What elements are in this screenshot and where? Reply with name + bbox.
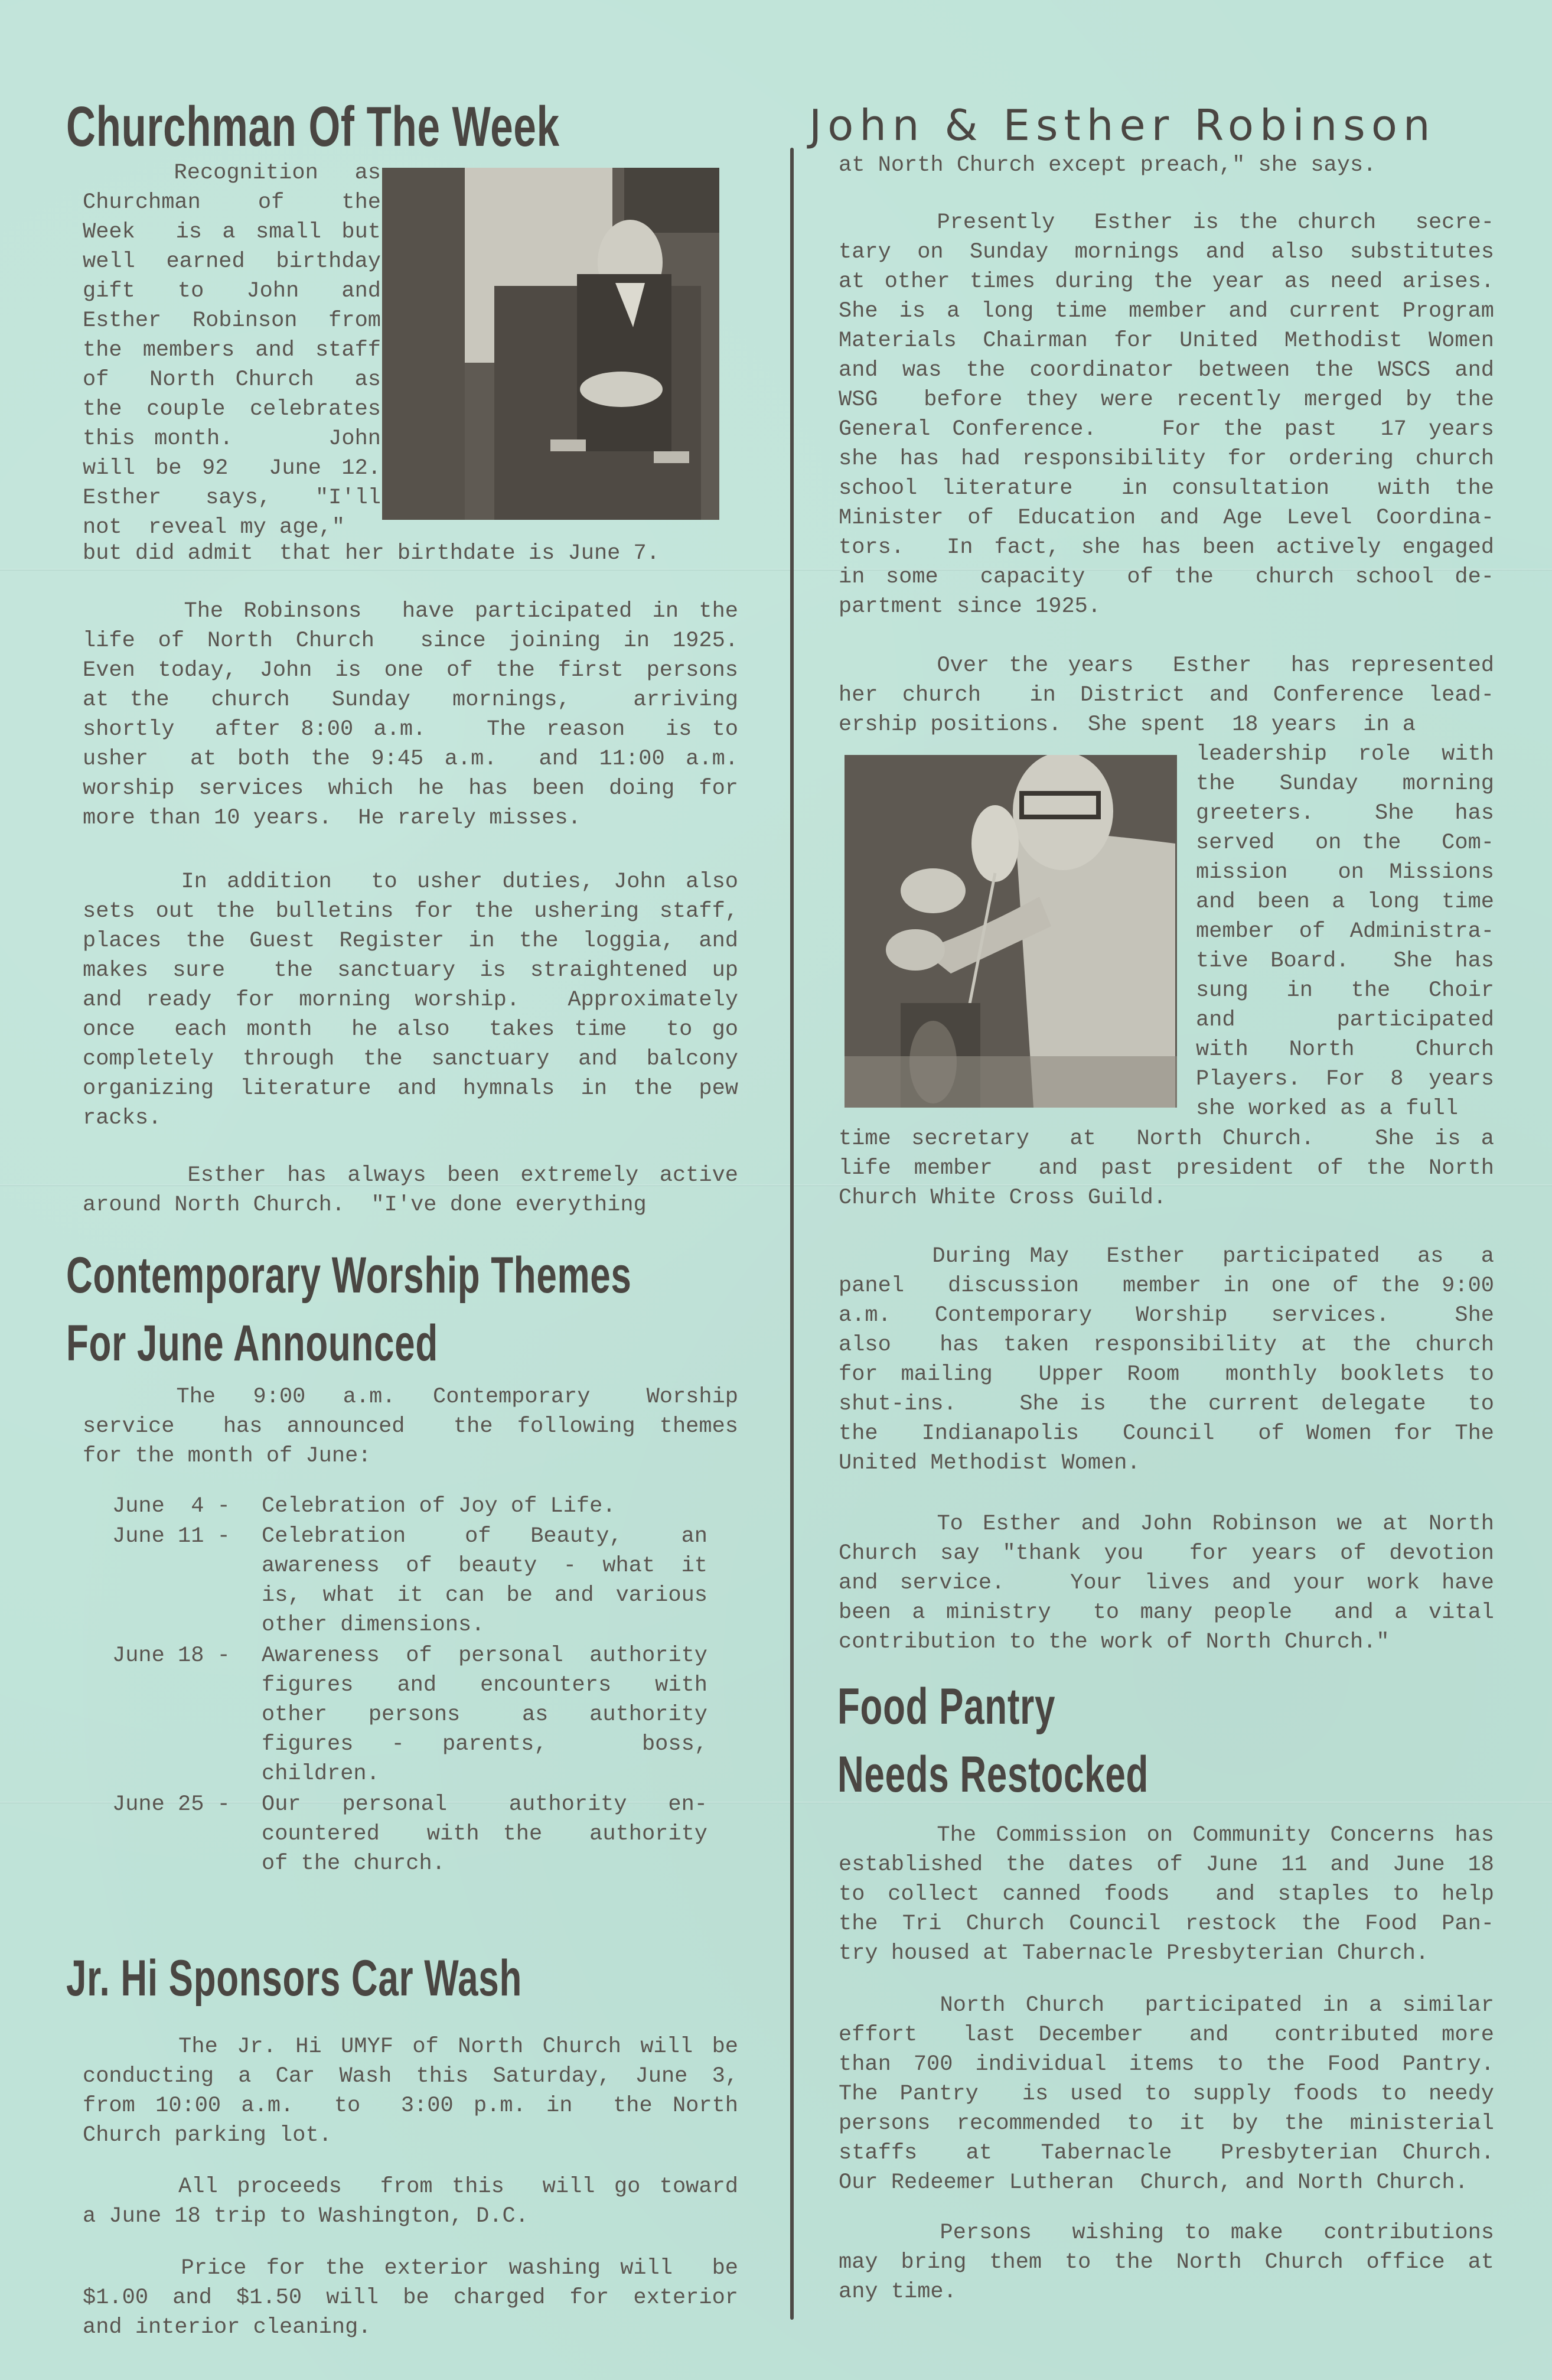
text-line: any time. — [839, 2280, 957, 2304]
text-line: panel discussion member in one of the 9:00 — [839, 1274, 1494, 1298]
text-line: she worked as a full — [1196, 1096, 1459, 1121]
text-line: the Indianapolis Council of Women for The — [839, 1421, 1494, 1446]
text-line: time secretary at North Church. She is a — [839, 1126, 1494, 1151]
text-line: try housed at Tabernacle Presbyterian Church. — [839, 1941, 1429, 1966]
text-line: once each month he also takes time to go — [83, 1017, 738, 1042]
column-divider — [790, 148, 794, 2320]
text-line: at the church Sunday mornings, arriving — [83, 688, 738, 712]
text-line: racks. — [83, 1106, 162, 1131]
photo-john-robinson — [382, 168, 719, 520]
text-line: for mailing Upper Room monthly booklets to — [839, 1362, 1494, 1387]
text-line: this month. John — [83, 426, 381, 451]
text-line: Minister of Education and Age Level Coordina- — [839, 506, 1494, 530]
theme-description-line: figures - parents, boss, — [262, 1731, 707, 1757]
text-line: and interior cleaning. — [83, 2315, 371, 2340]
text-line: from 10:00 a.m. to 3:00 p.m. in the North — [83, 2094, 738, 2118]
text-line: the couple celebrates — [83, 397, 381, 422]
text-line: She is a long time member and current Program — [839, 299, 1494, 324]
text-line: WSG before they were recently merged by the — [839, 388, 1494, 412]
text-line: shortly after 8:00 a.m. The reason is to — [83, 717, 738, 742]
text-line: usher at both the 9:45 a.m. and 11:00 a.m. — [83, 747, 738, 771]
text-line: tors. In fact, she has been actively engaged — [839, 535, 1494, 560]
theme-description-line: Celebration of Joy of Life. — [262, 1494, 616, 1519]
theme-date: June 18 - — [112, 1643, 230, 1668]
text-line: greeters. She has — [1196, 801, 1494, 826]
headline-worship-line-2: For June Announced — [66, 1315, 438, 1372]
text-line: and service. Your lives and your work have — [839, 1571, 1494, 1596]
text-line: in some capacity of the church school de- — [839, 565, 1494, 590]
text-line: Week is a small but — [83, 220, 381, 245]
text-line: tary on Sunday mornings and also substitutes — [839, 240, 1494, 265]
text-line: Esther Robinson from — [83, 308, 381, 333]
text-line: established the dates of June 11 and June 18 — [839, 1852, 1494, 1877]
text-line: United Methodist Women. — [839, 1451, 1140, 1476]
text-line: sets out the bulletins for the ushering staff, — [83, 899, 738, 924]
headline-churchman: Churchman Of The Week — [66, 95, 560, 158]
theme-description-line: is, what it can be and various — [262, 1583, 707, 1608]
photo-esther-robinson — [845, 755, 1177, 1108]
text-line: The 9:00 a.m. Contemporary Worship — [83, 1385, 738, 1409]
text-line: Persons wishing to make contributions — [839, 2221, 1494, 2245]
text-line: mission on Missions — [1196, 860, 1494, 885]
text-line: at other times during the year as need arises. — [839, 269, 1494, 294]
theme-date: June 4 - — [112, 1494, 230, 1519]
headline-food-pantry-line-2: Needs Restocked — [837, 1746, 1149, 1803]
text-line: shut-ins. She is the current delegate to — [839, 1392, 1494, 1417]
text-line: not reveal my age," — [83, 515, 345, 540]
text-line: sung in the Choir — [1196, 978, 1494, 1003]
text-line: organizing literature and hymnals in the pew — [83, 1076, 738, 1101]
headline-worship-line-1: Contemporary Worship Themes — [66, 1247, 632, 1304]
text-line: Churchman of the — [83, 190, 381, 215]
text-line: Our Redeemer Lutheran Church, and North Church. — [839, 2170, 1468, 2195]
text-line: Materials Chairman for United Methodist Women — [839, 328, 1494, 353]
text-line: with North Church — [1196, 1037, 1494, 1062]
headline-john-esther: John & Esther Robinson — [809, 100, 1436, 150]
text-line: The Robinsons have participated in the — [83, 599, 738, 624]
text-line: well earned birthday — [83, 249, 381, 274]
text-line: around North Church. "I've done everything — [83, 1193, 647, 1217]
headline-car-wash: Jr. Hi Sponsors Car Wash — [66, 1950, 522, 2007]
text-line: In addition to usher duties, John also — [83, 870, 738, 894]
text-line: her church in District and Conference lead- — [839, 683, 1494, 708]
text-line: she has had responsibility for ordering church — [839, 447, 1494, 471]
text-line: Church parking lot. — [83, 2123, 332, 2148]
john-robinson-photo-illustration — [382, 168, 719, 520]
text-line: and ready for morning worship. Approximately — [83, 988, 738, 1012]
text-line: will be 92 June 12. — [83, 456, 381, 481]
text-line: General Conference. For the past 17 years — [839, 417, 1494, 442]
text-line: Esther has always been extremely active — [83, 1163, 738, 1188]
text-line: also has taken responsibility at the church — [839, 1333, 1494, 1357]
text-line: but did admit that her birthdate is June 7. — [83, 541, 660, 566]
theme-description-line: other persons as authority — [262, 1702, 707, 1727]
text-line: ership positions. She spent 18 years in a — [839, 712, 1416, 737]
theme-description-line: awareness of beauty - what it — [262, 1553, 707, 1578]
theme-description-line: of the church. — [262, 1851, 445, 1876]
text-line: places the Guest Register in the loggia, and — [83, 929, 738, 953]
text-line: The Pantry is used to supply foods to needy — [839, 2082, 1494, 2106]
text-line: may bring them to the North Church office at — [839, 2250, 1494, 2275]
text-line: member of Administra- — [1196, 919, 1494, 944]
text-line: During May Esther participated as a — [839, 1244, 1494, 1269]
headline-food-pantry-line-1: Food Pantry — [837, 1678, 1056, 1735]
text-line: life of North Church since joining in 1925. — [83, 629, 738, 653]
text-line: Esther says, "I'll — [83, 486, 381, 510]
text-line: $1.00 and $1.50 will be charged for exterior — [83, 2285, 738, 2310]
esther-robinson-photo-illustration — [845, 755, 1177, 1108]
text-line: a.m. Contemporary Worship services. She — [839, 1303, 1494, 1328]
text-line: conducting a Car Wash this Saturday, June 3, — [83, 2064, 738, 2089]
text-line: Price for the exterior washing will be — [83, 2256, 738, 2281]
text-line: to collect canned foods and staples to help — [839, 1882, 1494, 1907]
text-line: life member and past president of the North — [839, 1156, 1494, 1181]
text-line: Even today, John is one of the first persons — [83, 658, 738, 683]
text-line: and participated — [1196, 1008, 1494, 1033]
text-line: completely through the sanctuary and balcony — [83, 1047, 738, 1072]
theme-description-line: Our personal authority en- — [262, 1792, 707, 1817]
text-line: and been a long time — [1196, 890, 1494, 914]
text-line: To Esther and John Robinson we at North — [839, 1512, 1494, 1536]
text-line: at North Church except preach," she says. — [839, 153, 1377, 178]
text-line: All proceeds from this will go toward — [83, 2174, 738, 2199]
text-line: a June 18 trip to Washington, D.C. — [83, 2204, 529, 2229]
text-line: Church say "thank you for years of devotion — [839, 1541, 1494, 1566]
text-line: and was the coordinator between the WSCS and — [839, 358, 1494, 383]
text-line: Church White Cross Guild. — [839, 1186, 1167, 1210]
theme-description-line: other dimensions. — [262, 1612, 485, 1637]
text-line: worship services which he has been doing for — [83, 776, 738, 801]
text-line: The Commission on Community Concerns has — [839, 1823, 1494, 1848]
text-line: contribution to the work of North Church." — [839, 1630, 1390, 1655]
text-line: of North Church as — [83, 367, 381, 392]
theme-description-line: children. — [262, 1761, 380, 1786]
text-line: than 700 individual items to the Food Pantry. — [839, 2052, 1494, 2077]
theme-description-line: Celebration of Beauty, an — [262, 1523, 707, 1549]
text-line: Presently Esther is the church secre- — [839, 210, 1494, 235]
text-line: school literature in consultation with the — [839, 476, 1494, 501]
text-line: service has announced the following themes — [83, 1414, 738, 1439]
theme-description-line: figures and encounters with — [262, 1672, 707, 1698]
text-line: gift to John and — [83, 279, 381, 304]
text-line: North Church participated in a similar — [839, 1993, 1494, 2018]
text-line: Players. For 8 years — [1196, 1067, 1494, 1092]
text-line: persons recommended to it by the ministerial — [839, 2111, 1494, 2136]
theme-description-line: Awareness of personal authority — [262, 1643, 707, 1668]
text-line: served on the Com- — [1196, 831, 1494, 855]
text-line: tive Board. She has — [1196, 949, 1494, 974]
text-line: the Tri Church Council restock the Food Pan- — [839, 1912, 1494, 1936]
text-line: staffs at Tabernacle Presbyterian Church. — [839, 2141, 1494, 2166]
text-line: more than 10 years. He rarely misses. — [83, 806, 581, 831]
text-line: Recognition as — [83, 161, 381, 185]
text-line: been a ministry to many people and a vital — [839, 1600, 1494, 1625]
text-line: for the month of June: — [83, 1444, 371, 1469]
text-line: leadership role with — [1196, 742, 1494, 767]
text-line: partment since 1925. — [839, 594, 1101, 619]
text-line: The Jr. Hi UMYF of North Church will be — [83, 2034, 738, 2059]
text-line: Over the years Esther has represented — [839, 653, 1494, 678]
theme-date: June 11 - — [112, 1523, 230, 1549]
text-line: makes sure the sanctuary is straightened up — [83, 958, 738, 983]
text-line: the Sunday morning — [1196, 771, 1494, 796]
theme-date: June 25 - — [112, 1792, 230, 1817]
theme-description-line: countered with the authority — [262, 1822, 707, 1847]
text-line: the members and staff — [83, 338, 381, 363]
text-line: effort last December and contributed more — [839, 2023, 1494, 2047]
